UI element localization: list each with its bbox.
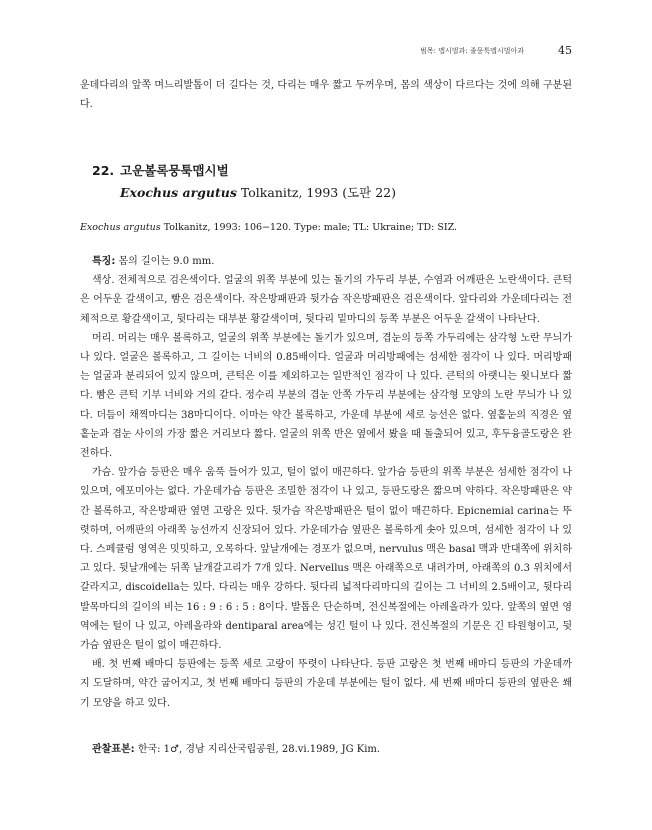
species-heading: [92, 160, 572, 204]
species-korean-name: 고운볼록뭉툭맵시벌: [120, 163, 229, 178]
description: [80, 252, 572, 713]
feature-paragraph: [80, 252, 572, 271]
color-paragraph: 색상. 전체적으로 검은색이다. 얼굴의 위쪽 부분에 있는 돌기의 가두리 부분, 수염과 어깨판은 노란색이다. 큰턱은 어두운 갈색이고, 빰은 검은색이다. 작은방패판과 뒷가슴 작은방패판은 검은색이다. 앞다리와 가운데다리는 전체적으로 황갈색이고, 뒷다리는 대부분 황갈색이며, 뒷다리 밑마디의 등쪽 부분은 어두운 갈색이 나타난다.: [80, 275, 572, 325]
citation-details: Tolkanitz, 1993: 106−120. Type: male; TL: Ukraine; TD: SIZ.: [160, 222, 458, 233]
examined-material: [80, 740, 572, 759]
citation-scientific-name: Exochus argutus: [80, 222, 161, 233]
species-number: 22.: [92, 163, 115, 178]
intro-paragraph: 운데다리의 앞쪽 며느리발톱이 더 길다는 것, 다리는 매우 짧고 두꺼우며, 몸의 색상이 다르다는 것에 의해 구분된다.: [80, 80, 572, 111]
species-author-year: Tolkanitz, 1993 (도판 22): [236, 185, 396, 200]
examined-label: 관찰표본:: [92, 744, 135, 755]
running-title: 범목: 맵시벌과: 줄뭉툭맵시벌아과: [420, 47, 524, 55]
head-paragraph: 머리. 머리는 매우 볼록하고, 얼굴의 위쪽 부분에는 돌기가 있으며, 겹눈의 등쪽 가두리에는 삼각형 노란 무늬가 나 있다. 얼굴은 볼록하고, 그 길이는 너비의 0.85배이다. 얼굴과 머리방패에는 섬세한 점각이 나 있다. 머리방패는 얼굴과 분리되어 있지 않으며, 큰턱은 이를 제외하고는 일반적인 점각이 나 있다. 큰턱의 아랫니는 윗니보다 짧다. 빰은 큰턱 기부 너비와 거의 같다. 정수리 부분의 겹눈 안쪽 가두리 부분에는 삼각형 모양의 노란 무늬가 나 있다. 더듬이 채찍마디는 38마디이다. 이마는 약간 볼록하고, 가운데 부분에 세로 능선은 없다. 옆홑눈의 직경은 옆홑눈과 겹눈 사이의 가장 짧은 거리보다 짧다. 얼굴의 위쪽 반은 옆에서 봤을 때 돌출되어 있고, 후두융골도랑은 완전하다.: [80, 332, 572, 460]
species-scientific-name: Exochus argutus: [120, 185, 237, 200]
citation: [80, 220, 572, 236]
feature-label: 특징:: [92, 256, 116, 267]
abdomen-paragraph: 배. 첫 번째 배마디 등판에는 등쪽 세로 고랑이 뚜렷이 나타난다. 등판 고랑은 첫 번째 배마디 등판의 가운데까지 도달하며, 약간 굽어지고, 첫 번째 배마디 등판의 가운데 부분에는 털이 없다. 세 번째 배마디 등판의 옆판은 쐐기 모양을 하고 있다.: [80, 659, 572, 709]
species-title: [92, 160, 572, 182]
species-scientific-line: [92, 182, 572, 204]
examined-text: 한국: 1♂, 경남 지리산국립공원, 28.vi.1989, JG Kim.: [134, 744, 381, 755]
running-header: [80, 44, 572, 60]
thorax-paragraph: 가슴. 앞가슴 등판은 매우 움푹 들어가 있고, 털이 없이 매끈하다. 앞가슴 등판의 위쪽 부분은 섬세한 점각이 나 있으며, 에포미아는 없다. 가운데가슴 등판은 조밀한 점각이 나 있고, 등판도랑은 짧으며 약하다. 작은방패판은 약간 볼록하고, 작은방패판 옆면 고랑은 있다. 뒷가슴 작은방패판은 털이 없이 매끈하다. Epicnemial carina는 뚜렷하며, 어깨판의 아래쪽 능선까지 신장되어 있다. 가운데가슴 옆판은 볼록하게 솟아 있으며, 섬세한 점각이 나 있다. 스페큘럼 영역은 밋밋하고, 오목하다. 앞날개에는 경포가 없으며, nervulus 맥은 basal 맥과 반대쪽에 위치하고 있다. 뒷날개에는 뒤쪽 날개갈고리가 7개 있다. Nervellus 맥은 아래쪽으로 내려가며, 아래쪽의 0.3 위치에서 갈라지고, discoidella는 있다. 다리는 매우 강하다. 뒷다리 넓적다리마디의 길이는 그 너비의 2.5배이고, 뒷다리 발목마디의 길이의 비는 16 : 9 : 6 : 5 : 8이다. 발톱은 단순하며, 전신복절에는 아레올라가 있다. 앞쪽의 옆면 영역에는 털이 나 있고, 아레올라와 dentiparal area에는 성긴 털이 나 있다. 전신복절의 기문은 긴 타원형이고, 뒷가슴 옆판은 털이 없이 매끈하다.: [80, 467, 572, 652]
feature-text: 몸의 길이는 9.0 mm.: [115, 256, 215, 267]
page-number: 45: [558, 44, 572, 57]
